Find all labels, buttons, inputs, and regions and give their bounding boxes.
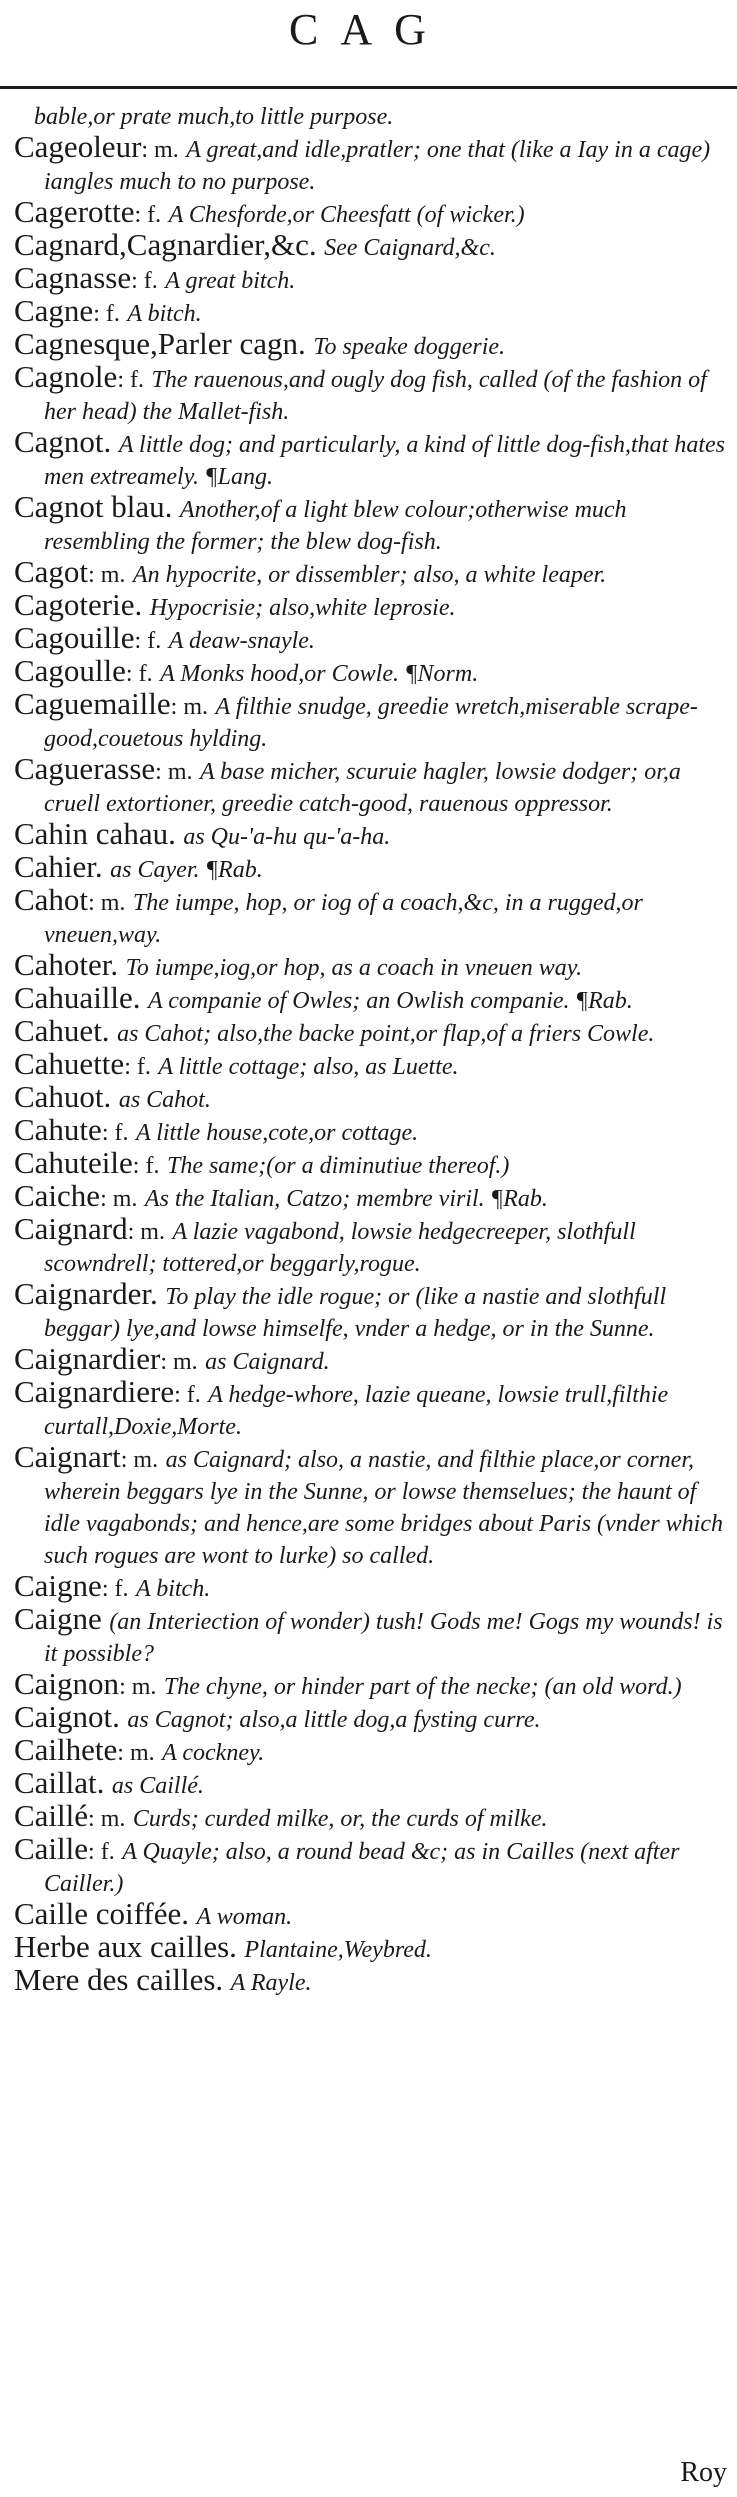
entry-headword: Cagnard,Cagnardier,&c.	[14, 227, 317, 262]
entry-definition: A Rayle.	[230, 1970, 312, 1996]
entry-grammar: : f.	[131, 268, 158, 294]
entry-headword: Cahuot.	[14, 1079, 112, 1114]
entry-headword: Cageoleur	[14, 129, 142, 164]
dictionary-entry	[14, 1666, 729, 1702]
dictionary-entry	[14, 489, 729, 557]
entry-headword: Caigne	[14, 1568, 102, 1603]
dictionary-entry	[14, 1831, 729, 1899]
dictionary-entry	[14, 1699, 729, 1735]
entry-grammar: : f.	[132, 1153, 160, 1179]
entry-definition: To iumpe,iog,or hop, as a coach in vneuen way.	[125, 955, 583, 981]
entry-headword: Caignardier	[14, 1341, 161, 1376]
dictionary-entry	[14, 293, 729, 329]
entry-headword: Caignon	[14, 1666, 120, 1701]
dictionary-entry	[14, 1211, 729, 1279]
dictionary-entry	[14, 100, 729, 132]
entry-headword: Cagouille	[14, 620, 135, 655]
entry-definition: (an Interiection of wonder) tush! Gods me! Gogs my wounds! is it possible?	[44, 1609, 723, 1667]
entry-headword: Cahin cahau.	[14, 816, 176, 851]
entry-grammar: : m.	[88, 1806, 126, 1832]
entry-definition: A base micher, scuruie hagler, lowsie dodger; or,a cruell extortioner, greedie catch-good, rauenous oppressor.	[44, 759, 681, 817]
entry-grammar: : m.	[88, 562, 126, 588]
dictionary-entry	[14, 882, 729, 950]
entry-definition: See Caignard,&c.	[324, 235, 496, 261]
header-rule	[0, 86, 737, 89]
dictionary-entry	[14, 1013, 729, 1049]
entry-grammar: : m.	[100, 1186, 138, 1212]
entry-headword: Herbe aux cailles.	[14, 1929, 237, 1964]
entry-headword: Cahuteile	[14, 1145, 133, 1180]
dictionary-entry	[14, 947, 729, 983]
entry-headword: Caille	[14, 1831, 89, 1866]
entry-grammar: : f.	[134, 202, 162, 228]
entry-headword: Cagne	[14, 293, 94, 328]
entry-definition: A great,and idle,pratler; one that (like a Iay in a cage) iangles much to no purpose.	[44, 137, 711, 195]
entry-grammar: : m.	[155, 759, 193, 785]
entry-grammar: : m.	[170, 694, 209, 720]
entry-headword: Cahuaille.	[14, 980, 141, 1015]
entry-headword: Cagnasse	[14, 260, 132, 295]
dictionary-entry	[14, 1439, 729, 1571]
entry-grammar: : m.	[88, 890, 126, 916]
entry-headword: Cagnesque,Parler cagn.	[14, 326, 306, 361]
dictionary-entry	[14, 554, 729, 590]
entry-headword: Cagnot.	[14, 424, 112, 459]
entry-definition: As the Italian, Catzo; membre viril. ¶Rab.	[144, 1186, 548, 1212]
entry-definition: as Cahot; also,the backe point,or flap,of a friers Cowle.	[117, 1021, 655, 1047]
entry-definition: To play the idle rogue; or (like a nastie and slothfull beggar) lye,and lowse himselfe, vnder a hedge, or in the Sunne.	[44, 1284, 667, 1342]
entry-headword: Caillat.	[14, 1765, 105, 1800]
entry-definition: as Cayer. ¶Rab.	[110, 857, 263, 883]
dictionary-entry	[14, 849, 729, 885]
entry-definition: A companie of Owles; an Owlish companie. ¶Rab.	[148, 988, 633, 1014]
entry-headword: Caigne	[14, 1601, 102, 1636]
dictionary-entry	[14, 1798, 729, 1834]
entry-grammar: : f.	[124, 1054, 151, 1080]
entries-column	[14, 100, 729, 1998]
dictionary-entry	[14, 1929, 729, 1965]
entry-headword: Caignot.	[14, 1699, 120, 1734]
dictionary-entry	[14, 227, 729, 263]
entry-definition: A cockney.	[162, 1740, 265, 1766]
entry-grammar: : f.	[88, 1839, 115, 1865]
entry-definition: A little cottage; also, as Luette.	[158, 1054, 459, 1080]
entry-headword: Mere des cailles.	[14, 1962, 224, 1997]
dictionary-entry	[14, 1046, 729, 1082]
entry-definition: Plantaine,Weybred.	[244, 1937, 432, 1963]
entry-grammar: : f.	[125, 661, 153, 687]
entry-definition: A Chesforde,or Cheesfatt (of wicker.)	[168, 202, 525, 228]
dictionary-entry	[14, 326, 729, 362]
entry-headword: Caguerasse	[14, 751, 156, 786]
dictionary-entry	[14, 1178, 729, 1214]
dictionary-entry	[14, 620, 729, 656]
entry-definition: bable,or prate much,to little purpose.	[34, 104, 394, 130]
entry-headword: Caguemaille	[14, 686, 171, 721]
entry-definition: as Qu-'a-hu qu-'a-ha.	[183, 824, 391, 850]
entry-definition: A little dog; and particularly, a kind of little dog-fish,that hates men extreamely. ¶Lang.	[44, 432, 725, 490]
entry-headword: Caignard	[14, 1211, 128, 1246]
entry-grammar: : f.	[174, 1382, 201, 1408]
dictionary-entry	[14, 653, 729, 689]
dictionary-entry	[14, 816, 729, 852]
entry-definition: as Caignard.	[205, 1349, 330, 1375]
dictionary-entry	[14, 1962, 729, 1998]
entry-grammar: : m.	[119, 1674, 157, 1700]
dictionary-entry	[14, 1374, 729, 1442]
entry-definition: Curds; curded milke, or, the curds of milke.	[132, 1806, 548, 1832]
entry-grammar: : m.	[160, 1349, 198, 1375]
entry-headword: Cagnole	[14, 359, 118, 394]
entry-definition: The chyne, or hinder part of the necke; (an old word.)	[163, 1674, 682, 1700]
entry-headword: Cahoter.	[14, 947, 119, 982]
dictionary-entry	[14, 1145, 729, 1181]
dictionary-entry	[14, 194, 729, 230]
entry-headword: Cagerotte	[14, 194, 135, 229]
entry-grammar: : f.	[117, 367, 144, 393]
entry-headword: Cagoterie.	[14, 587, 143, 622]
entry-headword: Cahier.	[14, 849, 103, 884]
entry-definition: A bitch.	[135, 1576, 211, 1602]
entry-definition: A great bitch.	[165, 268, 296, 294]
dictionary-entry	[14, 1341, 729, 1377]
entry-headword: Cagoulle	[14, 653, 126, 688]
entry-grammar: : m.	[141, 137, 179, 163]
entry-headword: Caignardiere	[14, 1374, 175, 1409]
entry-definition: as Cagnot; also,a little dog,a fysting curre.	[127, 1707, 541, 1733]
entry-headword: Cagot	[14, 554, 89, 589]
dictionary-entry	[14, 129, 729, 197]
dictionary-entry	[14, 1765, 729, 1801]
dictionary-entry	[14, 587, 729, 623]
entry-definition: A little house,cote,or cottage.	[135, 1120, 419, 1146]
entry-headword: Caiche	[14, 1178, 101, 1213]
entry-definition: A Monks hood,or Cowle. ¶Norm.	[160, 661, 479, 687]
entry-headword: Cagnot blau.	[14, 489, 173, 524]
entry-definition: A lazie vagabond, lowsie hedgecreeper, slothfull scowndrell; tottered,or beggarly,rogue.	[44, 1219, 636, 1277]
entry-definition: Another,of a light blew colour;otherwise much resembling the former; the blew dog-fish.	[44, 497, 627, 555]
entry-definition: Hypocrisie; also,white leprosie.	[149, 595, 456, 621]
entry-grammar: : m.	[120, 1447, 159, 1473]
entry-headword: Cahuet.	[14, 1013, 110, 1048]
dictionary-entry	[14, 260, 729, 296]
dictionary-entry	[14, 1079, 729, 1115]
entry-definition: A hedge-whore, lazie queane, lowsie trull,filthie curtall,Doxie,Morte.	[44, 1382, 669, 1440]
dictionary-entry	[14, 424, 729, 492]
dictionary-entry	[14, 1601, 729, 1669]
entry-grammar: : f.	[93, 301, 120, 327]
entry-definition: A deaw-snayle.	[168, 628, 315, 654]
entry-headword: Cailhete	[14, 1732, 118, 1767]
entry-headword: Cahuette	[14, 1046, 125, 1081]
page-header	[0, 0, 737, 80]
dictionary-entry	[14, 359, 729, 427]
entry-headword: Caignarder.	[14, 1276, 158, 1311]
entry-definition: An hypocrite, or dissembler; also, a white leaper.	[132, 562, 607, 588]
dictionary-entry	[14, 751, 729, 819]
dictionary-entry	[14, 1568, 729, 1604]
entry-definition: A bitch.	[127, 301, 202, 327]
entry-headword: Caignart	[14, 1439, 121, 1474]
dictionary-entry	[14, 1112, 729, 1148]
entry-grammar: : f.	[101, 1120, 129, 1146]
entry-definition: A woman.	[196, 1904, 293, 1930]
entry-definition: A filthie snudge, greedie wretch,miserable scrape-good,couetous hylding.	[44, 694, 698, 752]
running-head: CAG	[289, 5, 448, 54]
entry-definition: To speake doggerie.	[313, 334, 506, 360]
dictionary-entry	[14, 980, 729, 1016]
entry-definition: as Caillé.	[111, 1773, 204, 1799]
entry-definition: The rauenous,and ougly dog fish, called (of the fashion of her head) the Mallet-fish.	[44, 367, 707, 425]
entry-definition: The same;(or a diminutiue thereof.)	[166, 1153, 510, 1179]
entry-grammar: : m.	[127, 1219, 165, 1245]
dictionary-entry	[14, 1732, 729, 1768]
entry-definition: A Quayle; also, a round bead &c; as in Cailles (next after Cailler.)	[44, 1839, 680, 1897]
entry-headword: Caillé	[14, 1798, 89, 1833]
entry-definition: The iumpe, hop, or iog of a coach,&c, in a rugged,or vneuen,way.	[44, 890, 643, 948]
entry-grammar: : f.	[101, 1576, 129, 1602]
dictionary-entry	[14, 1896, 729, 1932]
entry-headword: Cahute	[14, 1112, 102, 1147]
catchword: Roy	[680, 2457, 727, 2488]
entry-definition: as Cahot.	[118, 1087, 211, 1113]
entry-headword: Cahot	[14, 882, 89, 917]
entry-grammar: : m.	[117, 1740, 155, 1766]
dictionary-entry	[14, 686, 729, 754]
entry-grammar: : f.	[134, 628, 162, 654]
entry-headword: Caille coiffée.	[14, 1896, 190, 1931]
entry-definition: as Caignard; also, a nastie, and filthie place,or corner, wherein beggars lye in the Sunne, or lowse themselues; the haunt of idle vagabonds; and hence,are some bridges about Paris (vnder which such rogues are wont to lurke) so called.	[44, 1447, 723, 1569]
dictionary-entry	[14, 1276, 729, 1344]
